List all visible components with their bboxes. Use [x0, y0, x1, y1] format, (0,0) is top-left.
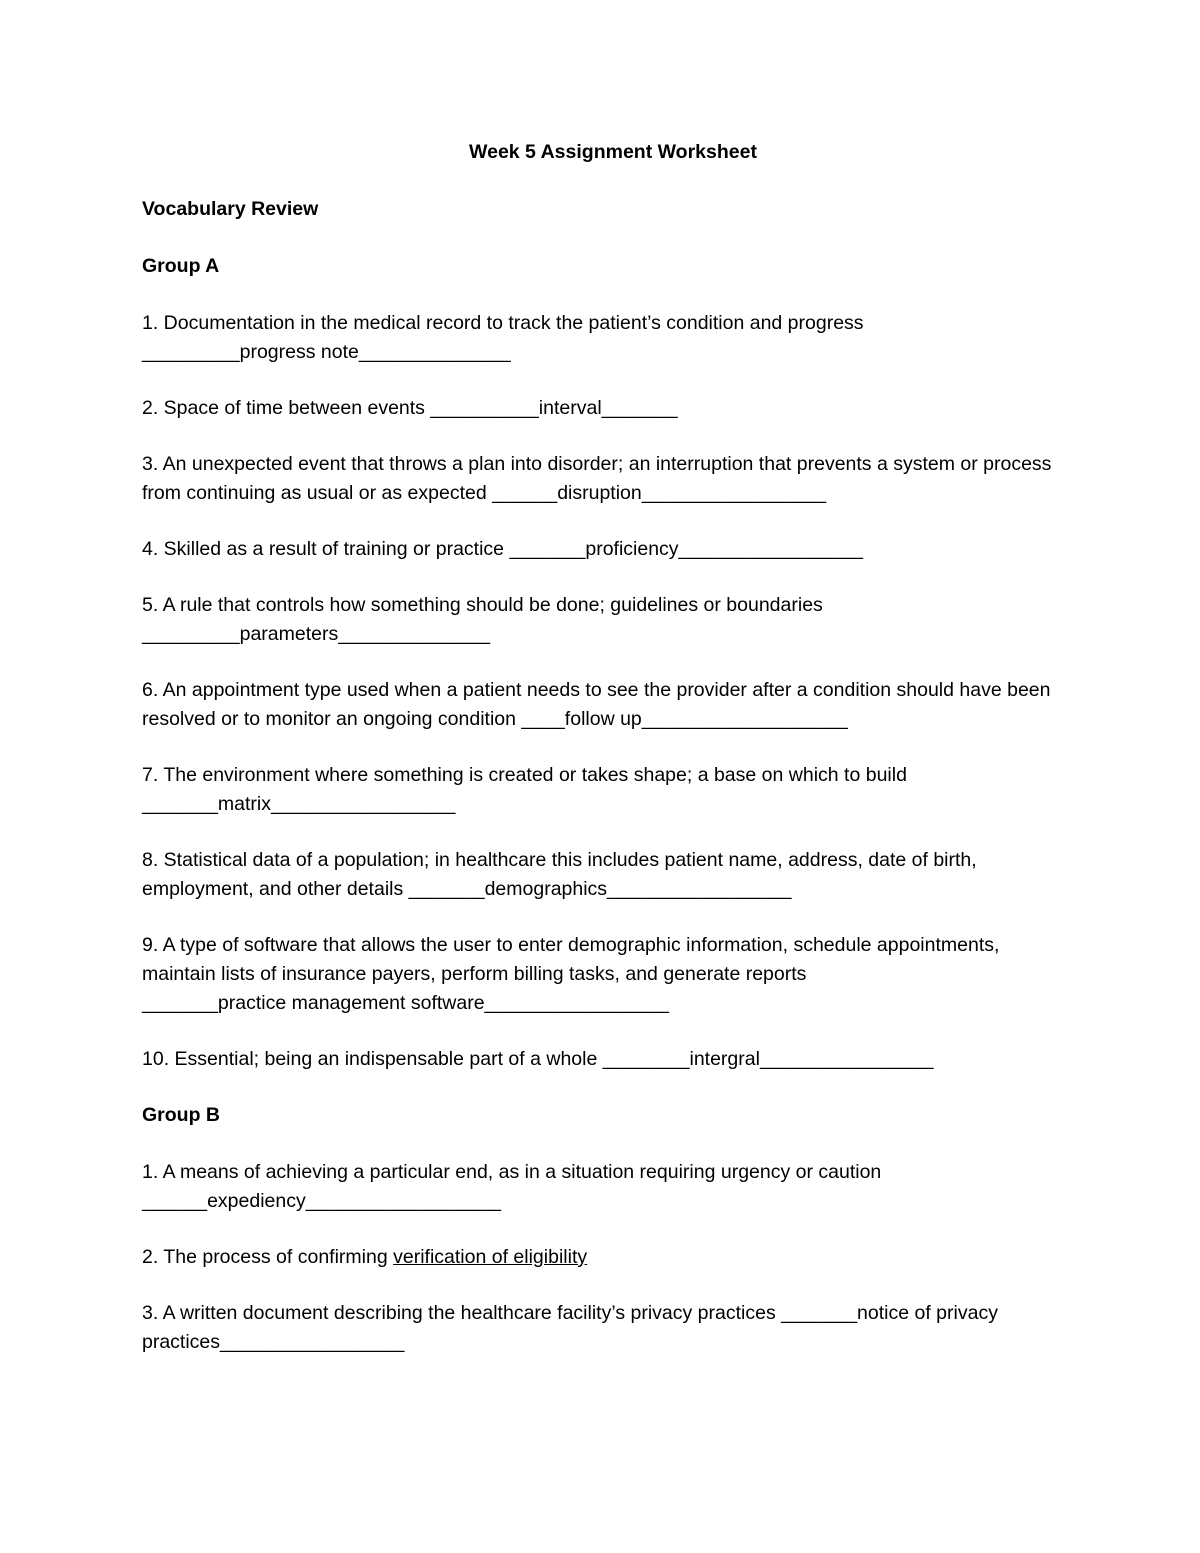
answer-text: ____follow up___________________: [521, 708, 848, 730]
vocab-item-a2: [142, 394, 1072, 423]
question-text: 5. A rule that controls how something should be done; guidelines or boundaries: [142, 594, 823, 616]
section-title: Vocabulary Review: [142, 198, 319, 220]
question-text: 8. Statistical data of a population; in healthcare this includes patient name, address, date of birth, employment, and other details: [142, 849, 977, 900]
worksheet-content: [142, 138, 1072, 1384]
answer-text: _________progress note______________: [142, 341, 511, 363]
question-text: 3. A written document describing the healthcare facility’s privacy practices: [142, 1302, 776, 1324]
question-text: 2. Space of time between events: [142, 397, 425, 419]
vocab-item-a5: [142, 591, 1072, 649]
answer-text: ________intergral________________: [602, 1048, 934, 1070]
answer-text: ______disruption_________________: [492, 482, 827, 504]
answer-text: _______practice management software_________________: [142, 992, 669, 1014]
answer-text: _______proficiency_________________: [509, 538, 863, 560]
answer-text: _________parameters______________: [142, 623, 491, 645]
question-text: 3. An unexpected event that throws a plan into disorder; an interruption that prevents a system or process from continuing as usual or as expected: [142, 453, 1052, 504]
question-text: 7. The environment where something is created or takes shape; a base on which to build: [142, 764, 907, 786]
answer-text: _______matrix_________________: [142, 793, 456, 815]
vocab-item-a3: [142, 450, 1072, 508]
vocab-item-b1: [142, 1158, 1072, 1216]
question-text: 1. Documentation in the medical record to track the patient’s condition and progress: [142, 312, 864, 334]
question-text: 1. A means of achieving a particular end, as in a situation requiring urgency or caution: [142, 1161, 882, 1183]
answer-text: verification of eligibility: [393, 1246, 588, 1268]
question-text: 4. Skilled as a result of training or practice: [142, 538, 505, 560]
vocab-item-a10: [142, 1045, 1072, 1074]
vocab-item-a8: [142, 846, 1072, 904]
vocab-item-b2: [142, 1243, 1072, 1272]
question-text: 2. The process of confirming: [142, 1246, 388, 1268]
vocab-item-b3: [142, 1299, 1072, 1357]
vocab-item-a7: [142, 761, 1072, 819]
document-title: Week 5 Assignment Worksheet: [469, 141, 757, 163]
group-b-heading: Group B: [142, 1104, 220, 1126]
question-text: 6. An appointment type used when a patient needs to see the provider after a condition should have been resolved or to monitor an ongoing condition: [142, 679, 1051, 730]
group-a-heading: Group A: [142, 255, 220, 277]
vocab-item-a4: [142, 535, 1072, 564]
vocab-item-a6: [142, 676, 1072, 734]
answer-text: _______notice of privacy practices_________________: [142, 1302, 998, 1353]
question-text: 10. Essential; being an indispensable part of a whole: [142, 1048, 598, 1070]
answer-text: __________interval_______: [430, 397, 678, 419]
answer-text: ______expediency__________________: [142, 1190, 501, 1212]
vocab-item-a1: [142, 309, 1072, 367]
vocab-item-a9: [142, 931, 1072, 1018]
answer-text: _______demographics_________________: [408, 878, 792, 900]
question-text: 9. A type of software that allows the user to enter demographic information, schedule appointments, maintain lists of insurance payers, perform billing tasks, and generate reports: [142, 934, 1000, 985]
